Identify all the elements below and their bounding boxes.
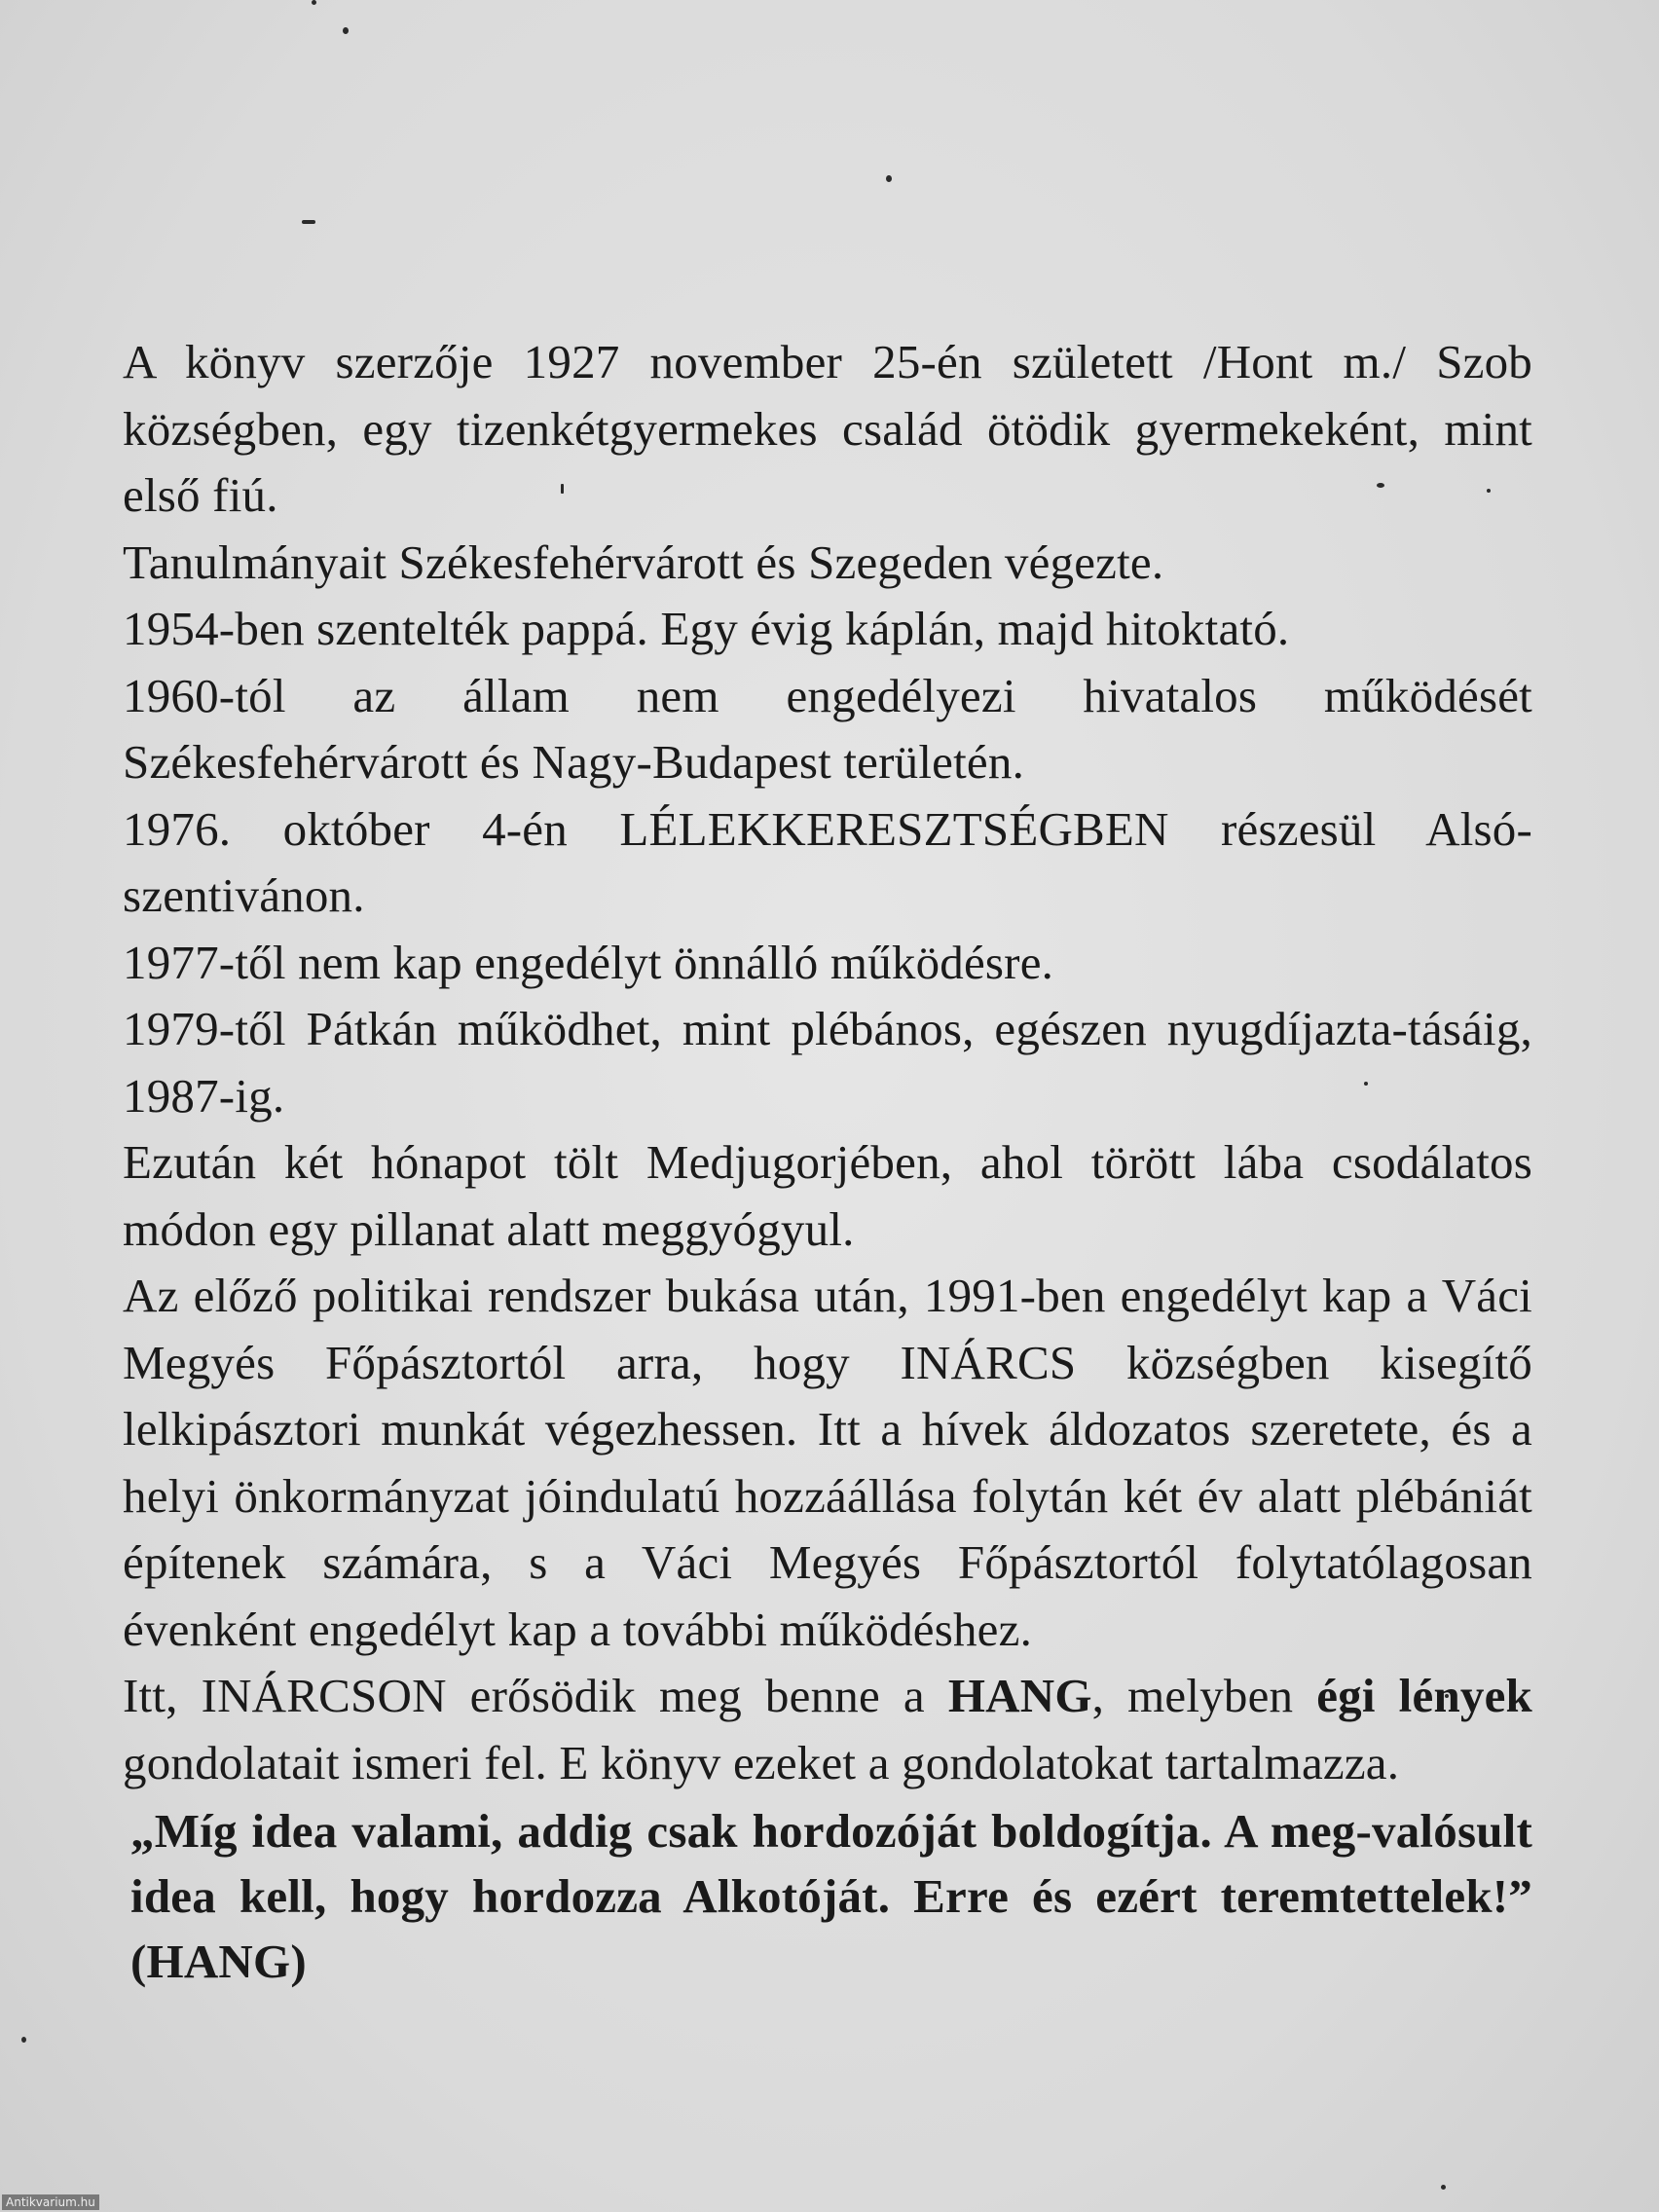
paper-speck [21,2037,26,2043]
paragraph-patka: 1979-től Pátkán működhet, mint plébános, egészen nyugdíjazta-tásáig, 1987-ig. [123,1002,1532,1123]
hang-text-1: Itt, INÁRCSON erősödik meg benne a [123,1669,948,1722]
hang-bold-1: HANG [947,1669,1092,1722]
paragraph-ban: 1960-tól az állam nem engedélyezi hivatalos működését Székesfehérvárott és Nagy-Budapest területén. [123,668,1532,789]
paper-speck [312,0,316,5]
hang-text-2: , melyben [1091,1669,1317,1722]
paragraph-hang [123,1663,1532,1796]
paragraph-inarcs: Az előző politikai rendszer bukása után, 1991-ben engedélyt kap a Váci Megyés Főpásztortól arra, hogy INÁRCS községben kisegítő lelkipásztori munkát végezhessen. Itt a hívek áldozatos szeretete, és a helyi önkormányzat jóindulatú hozzáállása folytán két év alatt plébániát építenek számára, s a Váci Megyés Főpásztortól folytatólagosan évenként engedélyt kap a további működéshez. [123,1269,1532,1656]
paragraph-baptism: 1976. október 4-én LÉLEKKERESZTSÉGBEN részesül Alsó-szentivánon. [123,801,1532,922]
paragraph-studies: Tanulmányait Székesfehérvárott és Szegeden végezte. [123,535,1164,589]
watermark: Antikvarium.hu [2,2194,99,2210]
hang-bold-2: égi lények [1316,1669,1532,1722]
paragraph-ordination: 1954-ben szentelték pappá. Egy évig káplán, majd hitoktató. [123,602,1290,655]
biography-text [123,329,1532,1994]
hang-text-3: gondolatait ismeri fel. E könyv ezeket a gondolatokat tartalmazza. [123,1735,1400,1789]
paper-speck [1441,2185,1446,2190]
paper-speck [343,27,349,34]
paper-speck [302,220,315,224]
paragraph-no-permit: 1977-től nem kap engedélyt önnálló működésre. [123,935,1054,989]
paragraph-birth: A könyv szerzője 1927 november 25-én született /Hont m./ Szob községben, egy tizenkétgyermekes család ötödik gyermekeként, mint első fiú. [123,335,1532,522]
paragraph-medjugorje: Ezután két hónapot tölt Medjugorjében, ahol törött lába csodálatos módon egy pillanat alatt meggyógyul. [123,1135,1532,1256]
closing-quote: „Míg idea valami, addig csak hordozóját boldogítja. A meg-valósult idea kell, hogy hordozza Alkotóját. Erre és ezért teremtettelek!” (HANG) [130,1804,1532,1988]
paper-speck [886,175,892,182]
